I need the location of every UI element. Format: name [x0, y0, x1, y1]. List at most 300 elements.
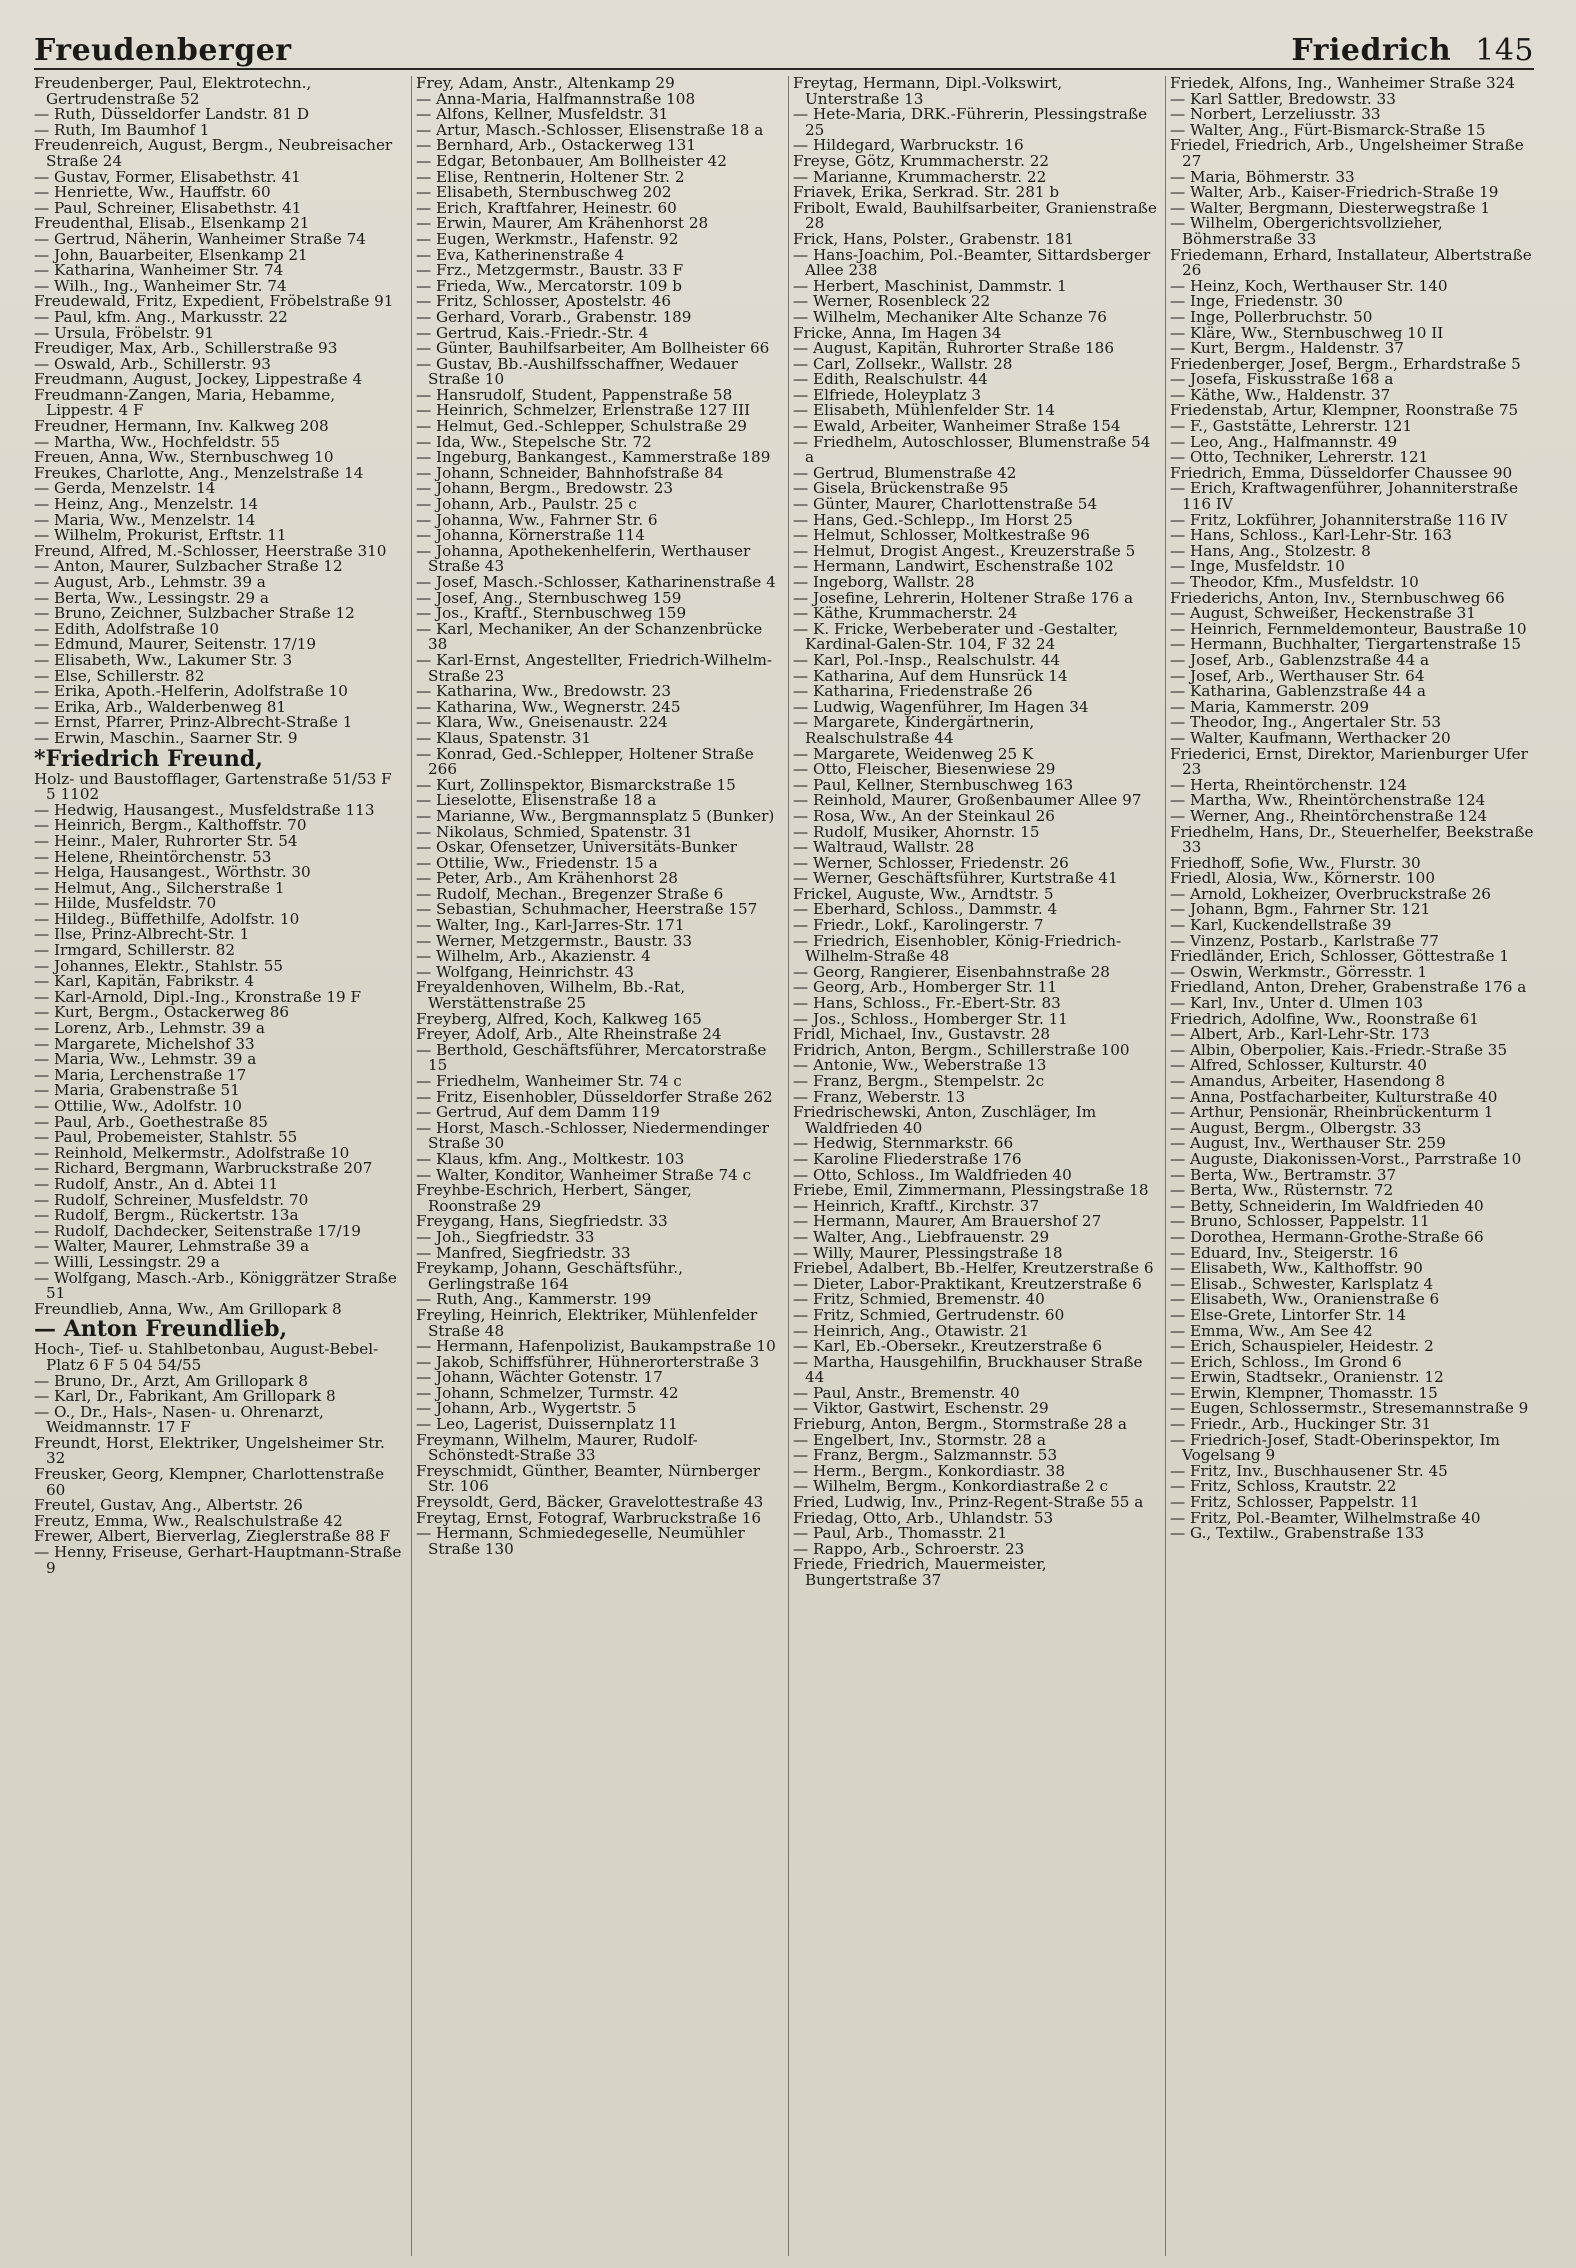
directory-entry: Freytag, Hermann, Dipl.-Volkswirt, Unterstraße 13 [793, 76, 1063, 108]
directory-entry: — Ilse, Prinz-Albrecht-Str. 1 [34, 925, 250, 944]
directory-entry: — Hans, Schloss., Fr.-Ebert-Str. 83 [793, 994, 1061, 1013]
directory-entry: — Josef, Ang., Sternbuschweg 159 [416, 588, 682, 607]
directory-entry: — Anton, Maurer, Sulzbacher Straße 12 [34, 557, 343, 576]
directory-entry: — Willi, Lessingstr. 29 a [34, 1252, 220, 1271]
directory-entry: — Alfons, Kellner, Musfeldstr. 31 [416, 105, 669, 124]
directory-entry: Friedel, Friedrich, Arb., Ungelsheimer Straße 27 [1170, 136, 1524, 170]
directory-entry: — Hermann, Schmiedegeselle, Neumühler Straße 130 [416, 1524, 745, 1558]
directory-entry: — Walter, Bergmann, Diesterwegstraße 1 [1170, 198, 1491, 217]
directory-entry: — Hermann, Buchhalter, Tiergartenstraße 15 [1170, 635, 1522, 654]
directory-entry: — Johanna, Apothekenhelferin, Werthauser Straße 43 [416, 541, 751, 576]
directory-entry: — Bruno, Zeichner, Sulzbacher Straße 12 [34, 604, 355, 623]
directory-entry: — Johanna, Ww., Fahrner Str. 6 [416, 510, 658, 529]
directory-entry: Freuen, Anna, Ww., Sternbuschweg 10 [34, 448, 334, 467]
directory-entry: — Karl, Kapitän, Fabrikstr. 4 [34, 972, 255, 991]
directory-entry: Friedland, Anton, Dreher, Grabenstraße 176 a [1170, 978, 1527, 997]
directory-entry: — Elisabeth, Mühlenfelder Str. 14 [793, 401, 1055, 420]
directory-entry: — Amandus, Arbeiter, Hasendong 8 [1170, 1072, 1446, 1090]
directory-entry: — Werner, Ang., Rheintörchenstraße 124 [1170, 806, 1488, 825]
directory-entry: — Kurt, Bergm., Ostackerweg 86 [34, 1003, 290, 1022]
directory-entry: — Karl Sattler, Bredowstr. 33 [1170, 89, 1396, 108]
directory-entry: — Horst, Masch.-Schlosser, Niedermendinger Straße 30 [416, 1118, 769, 1153]
directory-entry: — Klaus, Spatenstr. 31 [416, 728, 592, 747]
directory-entry: Freundt, Horst, Elektriker, Ungelsheimer Str. 32 [34, 1433, 385, 1468]
directory-entry: — Maria, Grabenstraße 51 [34, 1081, 240, 1100]
directory-entry: — Henriette, Ww., Hauffstr. 60 [34, 183, 271, 202]
directory-entry: Freyer, Adolf, Arb., Alte Rheinstraße 24 [416, 1025, 722, 1044]
column-4 [1165, 76, 1534, 2256]
directory-entry: — Theodor, Ing., Angertaler Str. 53 [1170, 713, 1442, 732]
directory-entry: — Erwin, Klempner, Thomasstr. 15 [1170, 1383, 1438, 1402]
directory-entry: — Walter, Maurer, Lehmstraße 39 a [34, 1237, 310, 1256]
directory-entry: — Klara, Ww., Gneisenaustr. 224 [416, 713, 668, 732]
directory-entry: — Else-Grete, Lintorfer Str. 14 [1170, 1305, 1407, 1324]
directory-entry: — Katharina, Ww., Bredowstr. 23 [416, 682, 671, 701]
directory-entry: — Elisabeth, Sternbuschweg 202 [416, 183, 672, 202]
directory-entry: — Karl-Arnold, Dipl.-Ing., Kronstraße 19 F [34, 987, 362, 1006]
directory-entry: — Fritz, Schloss, Krautstr. 22 [1170, 1477, 1397, 1496]
directory-entry: Freutel, Gustav, Ang., Albertstr. 26 [34, 1496, 303, 1515]
directory-entry: — Friedrich, Eisenhobler, König-Friedrich-Wilhelm-Straße 48 [793, 931, 1122, 966]
directory-entry: — Reinhold, Melkermstr., Adolfstraße 10 [34, 1143, 350, 1162]
directory-entry: — Walter, Konditor, Wanheimer Straße 74 c [416, 1165, 752, 1184]
directory-entry: — Erich, Kraftfahrer, Heinestr. 60 [416, 198, 677, 217]
directory-entry: — Hans, Schloss., Karl-Lehr-Str. 163 [1170, 526, 1452, 545]
directory-entry: — Peter, Arb., Am Krähenhorst 28 [416, 869, 678, 888]
directory-entry: Fridrich, Anton, Bergm., Schillerstraße 100 [793, 1040, 1130, 1059]
directory-entry: — Ottilie, Ww., Friedenstr. 15 a [416, 853, 658, 872]
directory-entry: — O., Dr., Hals-, Nasen- u. Ohrenarzt, Weidmannstr. 17 F [34, 1402, 324, 1437]
directory-entry: — Edith, Adolfstraße 10 [34, 619, 220, 638]
directory-entry: Freudiger, Max, Arb., Schillerstraße 93 [34, 339, 338, 358]
directory-entry: — Wilhelm, Arb., Akazienstr. 4 [416, 947, 651, 966]
directory-entry: — Friedhelm, Wanheimer Str. 74 c [416, 1072, 682, 1090]
directory-entry: — Johann, Arb., Paulstr. 25 c [416, 495, 637, 514]
directory-entry: — Käthe, Ww., Haldenstr. 37 [1170, 385, 1391, 404]
directory-entry: — Paul, Schreiner, Elisabethstr. 41 [34, 198, 302, 217]
directory-entry: — Bernhard, Arb., Ostackerweg 131 [416, 136, 696, 155]
directory-entry: — Heinz, Koch, Werthauser Str. 140 [1170, 276, 1448, 295]
directory-entry: — Maria, Ww., Menzelstr. 14 [34, 510, 256, 529]
directory-entry: Frieburg, Anton, Bergm., Stormstraße 28 a [793, 1415, 1127, 1434]
column-2 [411, 76, 785, 2256]
directory-entry: — Georg, Rangierer, Eisenbahnstraße 28 [793, 962, 1110, 981]
directory-entry: — Inge, Musfeldstr. 10 [1170, 557, 1345, 576]
directory-entry: — Eduard, Inv., Steigerstr. 16 [1170, 1243, 1399, 1262]
directory-entry: — Wilhelm, Bergm., Konkordiastraße 2 c [793, 1477, 1109, 1496]
directory-entry: — Leo, Lagerist, Duissernplatz 11 [416, 1415, 678, 1434]
directory-entry: — Hilde, Musfeldstr. 70 [34, 894, 217, 913]
directory-entry: — Walter, Ang., Fürt-Bismarck-Straße 15 [1170, 120, 1486, 139]
directory-entry: — Otto, Techniker, Lehrerstr. 121 [1170, 448, 1429, 467]
directory-entry: — Franz, Bergm., Stempelstr. 2c [793, 1072, 1045, 1090]
directory-entry: — Heinrich, Bergm., Kalthoffstr. 70 [34, 816, 307, 835]
directory-entry: Fribolt, Ewald, Bauhilfsarbeiter, Granienstraße 28 [793, 198, 1157, 233]
directory-entry: — Margarete, Weidenweg 25 K [793, 744, 1034, 763]
directory-entry: — Dorothea, Hermann-Grothe-Straße 66 [1170, 1227, 1484, 1246]
directory-entry: — August, Bergm., Olbergstr. 33 [1170, 1118, 1422, 1137]
directory-entry: — John, Bauarbeiter, Elsenkamp 21 [34, 245, 308, 264]
directory-entry: Friedag, Otto, Arb., Uhlandstr. 53 [793, 1508, 1054, 1527]
directory-entry: — Ruth, Im Baumhof 1 [34, 120, 210, 139]
directory-entry: — Ernst, Pfarrer, Prinz-Albrecht-Straße 1 [34, 713, 353, 732]
directory-entry: — Werner, Schlosser, Friedenstr. 26 [793, 853, 1069, 872]
directory-entry: — Günter, Maurer, Charlottenstraße 54 [793, 495, 1098, 514]
directory-entry: — Arnold, Lokheizer, Overbruckstraße 26 [1170, 884, 1491, 903]
directory-entry: Freudenthal, Elisab., Elsenkamp 21 [34, 214, 310, 233]
directory-entry: — Erika, Arb., Walderbenweg 81 [34, 697, 287, 716]
directory-entry: — Vinzenz, Postarb., Karlstraße 77 [1170, 931, 1439, 950]
directory-entry: — Anton Freundlieb, [34, 1316, 288, 1343]
directory-entry: — Bruno, Schlosser, Pappelstr. 11 [1170, 1212, 1430, 1231]
directory-entry: — K. Fricke, Werbeberater und -Gestalter, Kardinal-Galen-Str. 104, F 32 24 [793, 619, 1119, 654]
directory-entry: — Karl, Inv., Unter d. Ulmen 103 [1170, 994, 1424, 1013]
directory-entry: — Hans, Ang., Stolzestr. 8 [1170, 541, 1371, 560]
directory-entry: — Ruth, Ang., Kammerstr. 199 [416, 1290, 652, 1309]
directory-entry: — Paul, Probemeister, Stahlstr. 55 [34, 1128, 298, 1147]
directory-entry: — Rudolf, Mechan., Bregenzer Straße 6 [416, 884, 724, 903]
directory-entry: — Heinrich, Fernmeldemonteur, Baustraße 10 [1170, 619, 1527, 638]
directory-entry: — Helga, Hausangest., Wörthstr. 30 [34, 863, 311, 882]
directory-entry: Fridl, Michael, Inv., Gustavstr. 28 [793, 1025, 1051, 1044]
directory-entry: — Ottilie, Ww., Adolfstr. 10 [34, 1097, 242, 1115]
directory-entry: — Georg, Arb., Homberger Str. 11 [793, 978, 1057, 997]
directory-entry: — Maria, Kammerstr. 209 [1170, 697, 1370, 716]
directory-entry: — Fritz, Inv., Buschhausener Str. 45 [1170, 1461, 1448, 1480]
directory-entry: — Johannes, Elektr., Stahlstr. 55 [34, 956, 284, 975]
directory-entry: Friedenstab, Artur, Klempner, Roonstraße 75 [1170, 401, 1519, 420]
directory-entry: — Arthur, Pensionär, Rheinbrückenturm 1 [1170, 1103, 1494, 1122]
directory-entry: — Willy, Maurer, Plessingstraße 18 [793, 1243, 1063, 1262]
directory-entry: — Reinhold, Maurer, Großenbaumer Allee 97 [793, 791, 1142, 810]
directory-entry: — Karl, Mechaniker, An der Schanzenbrücke 38 [416, 619, 763, 654]
directory-entry: — Maria, Lerchenstraße 17 [34, 1065, 247, 1084]
directory-entry: Freusker, Georg, Klempner, Charlottenstraße 60 [34, 1465, 385, 1499]
directory-entry: — Wolfgang, Masch.-Arb., Königgrätzer Straße 51 [34, 1268, 397, 1303]
directory-entry: — Fritz, Lokführer, Johanniterstraße 116 IV [1170, 510, 1508, 529]
directory-entry: — Marianne, Krummacherstr. 22 [793, 167, 1047, 186]
directory-entry: Friebe, Emil, Zimmermann, Plessingstraße 18 [793, 1181, 1149, 1200]
directory-entry: — Hermann, Hafenpolizist, Baukampstraße 10 [416, 1337, 776, 1356]
directory-entry: Frey, Adam, Anstr., Altenkamp 29 [416, 76, 675, 92]
directory-entry: — Elise, Rentnerin, Holtener Str. 2 [416, 167, 685, 186]
directory-entry: Friederici, Ernst, Direktor, Marienburger Ufer 23 [1170, 744, 1528, 779]
directory-entry: — Auguste, Diakonissen-Vorst., Parrstraße 10 [1170, 1149, 1522, 1168]
directory-entry: — Heinrich, Ang., Otawistr. 21 [793, 1321, 1029, 1340]
directory-entry: Freyse, Götz, Krummacherstr. 22 [793, 151, 1050, 170]
directory-entry: — Walter, Ing., Karl-Jarres-Str. 171 [416, 916, 685, 935]
directory-entry: — Margarete, Michelshof 33 [34, 1034, 255, 1053]
directory-entry: — Inge, Pollerbruchstr. 50 [1170, 307, 1373, 326]
directory-entry: — Erwin, Stadtsekr., Oranienstr. 12 [1170, 1368, 1444, 1387]
directory-entry: — Eugen, Schlossermstr., Stresemannstraße 9 [1170, 1399, 1529, 1418]
directory-entry: — Karl, Kuckendellstraße 39 [1170, 916, 1392, 935]
directory-entry: Friedrischewski, Anton, Zuschläger, Im Waldfrieden 40 [793, 1103, 1097, 1137]
directory-entry: — Karl, Dr., Fabrikant, Am Grillopark 8 [34, 1387, 336, 1406]
directory-entry: Freysoldt, Gerd, Bäcker, Gravelottestraße 43 [416, 1493, 764, 1512]
directory-entry: — Hete-Maria, DRK.-Führerin, Plessingstraße 25 [793, 105, 1148, 139]
directory-entry: — Jos., Kraftf., Sternbuschweg 159 [416, 604, 687, 623]
directory-entry: — Katharina, Ww., Wegnerstr. 245 [416, 697, 681, 716]
directory-entry: — Gertrud, Auf dem Damm 119 [416, 1103, 660, 1122]
directory-entry: — Katharina, Gablenzstraße 44 a [1170, 682, 1426, 701]
header-right [1291, 33, 1534, 68]
directory-entry: — Marianne, Ww., Bergmannsplatz 5 (Bunker) [416, 806, 775, 825]
directory-entry: — Gustav, Bb.-Aushilfsschaffner, Wedauer Straße 10 [416, 354, 738, 389]
directory-entry: — Konrad, Ged.-Schlepper, Holtener Straße 266 [416, 744, 754, 779]
directory-entry: — Rudolf, Dachdecker, Seitenstraße 17/19 [34, 1221, 361, 1240]
directory-entry: — Walter, Kaufmann, Werthacker 20 [1170, 728, 1451, 747]
directory-entry: — Wilhelm, Mechaniker Alte Schanze 76 [793, 307, 1107, 326]
directory-entry: Friedemann, Erhard, Installateur, Albertstraße 26 [1170, 245, 1532, 280]
directory-entry: — Johann, Schneider, Bahnhofstraße 84 [416, 463, 724, 482]
directory-entry: — Oswin, Werkmstr., Görresstr. 1 [1170, 962, 1428, 981]
directory-entry: — Martha, Ww., Hochfeldstr. 55 [34, 432, 281, 451]
directory-entry: Frick, Hans, Polster., Grabenstr. 181 [793, 229, 1075, 248]
directory-columns [34, 76, 1534, 2256]
directory-entry: — Albin, Oberpolier, Kais.-Friedr.-Straße 35 [1170, 1040, 1508, 1059]
directory-entry: — Hildegard, Warbruckstr. 16 [793, 136, 1024, 155]
directory-entry: Friede, Friedrich, Mauermeister, Bungertstraße 37 [793, 1555, 1047, 1589]
column-3 [788, 76, 1162, 2256]
directory-entry: Friedhoff, Sofie, Ww., Flurstr. 30 [1170, 853, 1421, 872]
directory-entry: — Ludwig, Wagenführer, Im Hagen 34 [793, 697, 1089, 716]
directory-entry: Freudewald, Fritz, Expedient, Fröbelstraße 91 [34, 292, 394, 311]
directory-entry: — Hedwig, Sternmarkstr. 66 [793, 1134, 1014, 1153]
directory-entry: Freudmann, August, Jockey, Lippestraße 4 [34, 370, 363, 389]
directory-entry: — Engelbert, Inv., Stormstr. 28 a [793, 1430, 1046, 1449]
directory-entry: — Paul, kfm. Ang., Markusstr. 22 [34, 307, 288, 326]
directory-entry: — Fritz, Schmied, Bremenstr. 40 [793, 1290, 1045, 1309]
directory-entry: — Hans-Joachim, Pol.-Beamter, Sittardsberger Allee 238 [793, 245, 1151, 280]
directory-entry: — Eberhard, Schloss., Dammstr. 4 [793, 900, 1058, 919]
page-header [34, 28, 1534, 70]
directory-entry: — Erwin, Maurer, Am Krähenhorst 28 [416, 214, 709, 233]
directory-entry: — Werner, Rosenbleck 22 [793, 292, 991, 311]
directory-entry: — Otto, Fleischer, Biesenwiese 29 [793, 760, 1056, 779]
directory-entry: Freytag, Ernst, Fotograf, Warbruckstraße 16 [416, 1508, 762, 1527]
directory-entry: Frewer, Albert, Bierverlag, Zieglerstraße 88 F [34, 1527, 391, 1546]
directory-entry: — Paul, Kellner, Sternbuschweg 163 [793, 775, 1074, 794]
directory-entry: — Fritz, Schlosser, Pappelstr. 11 [1170, 1493, 1420, 1512]
directory-entry: — Ewald, Arbeiter, Wanheimer Straße 154 [793, 417, 1121, 436]
header-right-keyword: Friedrich [1291, 33, 1452, 68]
directory-entry: Freyling, Heinrich, Elektriker, Mühlenfelder Straße 48 [416, 1305, 758, 1340]
directory-entry: — Lieselotte, Elisenstraße 18 a [416, 791, 657, 810]
directory-entry: — Fritz, Schmied, Gertrudenstr. 60 [793, 1305, 1065, 1324]
directory-entry: — Helmut, Drogist Angest., Kreuzerstraße 5 [793, 541, 1136, 560]
directory-entry: — Betty, Schneiderin, Im Waldfrieden 40 [1170, 1196, 1484, 1215]
directory-entry: — Werner, Metzgermstr., Baustr. 33 [416, 931, 693, 950]
directory-entry: — Friedhelm, Autoschlosser, Blumenstraße 54 a [793, 432, 1151, 467]
directory-entry: — Heinr., Maler, Ruhrorter Str. 54 [34, 831, 298, 850]
directory-entry: — Walter, Arb., Kaiser-Friedrich-Straße 19 [1170, 183, 1499, 202]
directory-entry: — Franz, Bergm., Salzmannstr. 53 [793, 1446, 1058, 1465]
directory-entry: — Inge, Friedenstr. 30 [1170, 292, 1343, 311]
directory-entry: — Maria, Böhmerstr. 33 [1170, 167, 1355, 186]
directory-entry: — Emma, Ww., Am See 42 [1170, 1321, 1373, 1340]
directory-entry: — Käthe, Krummacherstr. 24 [793, 604, 1018, 623]
directory-entry: — Wilhelm, Obergerichtsvollzieher, Böhmerstraße 33 [1170, 214, 1443, 248]
directory-entry: — Erich, Schauspieler, Heidestr. 2 [1170, 1337, 1434, 1356]
directory-entry: Friedenberger, Josef, Bergm., Erhardstraße 5 [1170, 354, 1521, 373]
directory-entry: — Paul, Arb., Goethestraße 85 [34, 1112, 268, 1131]
directory-entry: — Jakob, Schiffsführer, Hühnerorterstraße 3 [416, 1352, 760, 1371]
directory-entry: — Elisab., Schwester, Karlsplatz 4 [1170, 1274, 1434, 1293]
directory-entry: Freyaldenhoven, Wilhelm, Bb.-Rat, Werstättenstraße 25 [416, 978, 686, 1013]
directory-entry: Freyschmidt, Günther, Beamter, Nürnberger Str. 106 [416, 1461, 760, 1496]
directory-entry: — Herta, Rheintörchenstr. 124 [1170, 775, 1407, 794]
directory-entry: Freutz, Emma, Ww., Realschulstraße 42 [34, 1511, 343, 1530]
directory-entry: Freymann, Wilhelm, Maurer, Rudolf-Schönstedt-Straße 33 [416, 1430, 698, 1465]
directory-entry: — Werner, Geschäftsführer, Kurtstraße 41 [793, 869, 1118, 888]
directory-entry: — Hermann, Maurer, Am Brauershof 27 [793, 1212, 1102, 1231]
directory-entry: — Kurt, Bergm., Haldenstr. 37 [1170, 339, 1404, 358]
directory-entry: — Anna, Postfacharbeiter, Kulturstraße 40 [1170, 1087, 1498, 1106]
directory-entry: — Elisabeth, Ww., Kalthoffstr. 90 [1170, 1259, 1423, 1278]
directory-entry: — Kläre, Ww., Sternbuschweg 10 II [1170, 323, 1444, 342]
directory-entry: — Carl, Zollsekr., Wallstr. 28 [793, 354, 1013, 373]
directory-entry: — Albert, Arb., Karl-Lehr-Str. 173 [1170, 1025, 1430, 1044]
directory-entry: — Irmgard, Schillerstr. 82 [34, 941, 236, 960]
directory-entry: — Günter, Bauhilfsarbeiter, Am Bollheister 66 [416, 339, 770, 358]
directory-entry: — Paul, Arb., Thomasstr. 21 [793, 1524, 1008, 1543]
directory-entry: — Rudolf, Schreiner, Musfeldstr. 70 [34, 1190, 309, 1209]
directory-entry: — Wilh., Ing., Wanheimer Str. 74 [34, 276, 287, 295]
directory-entry: — Katharina, Friedenstraße 26 [793, 682, 1033, 701]
directory-entry: — August, Kapitän, Ruhrorter Straße 186 [793, 339, 1115, 358]
directory-entry: — August, Arb., Lehmstr. 39 a [34, 573, 266, 591]
directory-entry: — Hildeg., Büffethilfe, Adolfstr. 10 [34, 909, 300, 928]
directory-entry: — Kurt, Zollinspektor, Bismarckstraße 15 [416, 775, 736, 794]
directory-entry: — Bruno, Dr., Arzt, Am Grillopark 8 [34, 1371, 309, 1390]
directory-entry: — Edmund, Maurer, Seitenstr. 17/19 [34, 635, 317, 654]
directory-entry: — Johann, Bergm., Bredowstr. 23 [416, 479, 674, 498]
directory-entry: — Martha, Hausgehilfin, Bruckhauser Straße 44 [793, 1352, 1143, 1387]
directory-entry: — Heinrich, Kraftf., Kirchstr. 37 [793, 1196, 1040, 1215]
directory-entry: — Erich, Kraftwagenführer, Johanniterstraße 116 IV [1170, 479, 1518, 514]
directory-entry: Freudner, Hermann, Inv. Kalkweg 208 [34, 417, 329, 436]
directory-entry: Freyberg, Alfred, Koch, Kalkweg 165 [416, 1009, 702, 1028]
directory-entry: — Katharina, Auf dem Hunsrück 14 [793, 666, 1068, 685]
directory-entry: — Jos., Schloss., Homberger Str. 11 [793, 1009, 1068, 1028]
directory-entry: — Heinrich, Schmelzer, Erlenstraße 127 III [416, 401, 751, 420]
directory-entry: — Berta, Ww., Lessingstr. 29 a [34, 588, 269, 607]
directory-entry: — Fritz, Eisenhobler, Düsseldorfer Straße 262 [416, 1087, 773, 1106]
directory-entry: — Josefine, Lehrerin, Holtener Straße 176 a [793, 588, 1134, 607]
directory-entry: — Franz, Weberstr. 13 [793, 1087, 966, 1106]
directory-entry: — Gerhard, Vorarb., Grabenstr. 189 [416, 307, 692, 326]
directory-entry: — Herm., Bergm., Konkordiastr. 38 [793, 1461, 1065, 1480]
directory-entry: — Wilhelm, Prokurist, Erftstr. 11 [34, 526, 287, 545]
directory-entry: Freundlieb, Anna, Ww., Am Grillopark 8 [34, 1299, 342, 1318]
directory-entry: — Rappo, Arb., Schroerstr. 23 [793, 1539, 1025, 1558]
directory-entry: — Rudolf, Bergm., Rückertstr. 13a [34, 1206, 299, 1225]
directory-entry: — Elisabeth, Ww., Oranienstraße 6 [1170, 1290, 1440, 1309]
directory-entry: — Richard, Bergmann, Warbruckstraße 207 [34, 1159, 373, 1178]
directory-entry: — Karoline Fliederstraße 176 [793, 1149, 1022, 1168]
directory-entry: — Gertrud, Kais.-Friedr.-Str. 4 [416, 323, 649, 342]
directory-entry: — Johann, Wächter Gotenstr. 17 [416, 1368, 663, 1387]
directory-entry: Fricke, Anna, Im Hagen 34 [793, 323, 1002, 342]
directory-entry: — Dieter, Labor-Praktikant, Kreutzerstraße 6 [793, 1274, 1142, 1293]
directory-entry: — Berta, Ww., Bertramstr. 37 [1170, 1165, 1397, 1184]
directory-entry: — Josef, Masch.-Schlosser, Katharinenstraße 4 [416, 573, 776, 591]
directory-entry: — Oskar, Ofensetzer, Universitäts-Bunker [416, 838, 738, 857]
directory-entry: — Nikolaus, Schmied, Spatenstr. 31 [416, 822, 693, 841]
directory-entry: — Hedwig, Hausangest., Musfeldstraße 113 [34, 800, 375, 819]
directory-entry: Freudenreich, August, Bergm., Neubreisacher Straße 24 [34, 136, 393, 170]
directory-entry: — Rudolf, Musiker, Ahornstr. 15 [793, 822, 1040, 841]
directory-entry: — Ursula, Fröbelstr. 91 [34, 323, 215, 342]
directory-entry: — Oswald, Arb., Schillerstr. 93 [34, 354, 271, 373]
directory-entry: — Gertrud, Näherin, Wanheimer Straße 74 [34, 229, 366, 248]
directory-entry: — August, Inv., Werthauser Str. 259 [1170, 1134, 1446, 1153]
directory-entry: — Helmut, Schlosser, Moltkestraße 96 [793, 526, 1090, 545]
directory-entry: Friedl, Alosia, Ww., Körnerstr. 100 [1170, 869, 1435, 888]
directory-entry: — Helene, Rheintörchenstr. 53 [34, 847, 272, 866]
directory-entry: Freyhbe-Eschrich, Herbert, Sänger, Roonstraße 29 [416, 1181, 692, 1215]
directory-entry: — Hans, Ged.-Schlepp., Im Horst 25 [793, 510, 1073, 529]
directory-entry: — Waltraud, Wallstr. 28 [793, 838, 975, 857]
directory-entry: Friedrich, Adolfine, Ww., Roonstraße 61 [1170, 1009, 1479, 1028]
directory-entry: — Norbert, Lerzeliusstr. 33 [1170, 105, 1381, 124]
directory-entry: — Berthold, Geschäftsführer, Mercatorstraße 15 [416, 1040, 767, 1075]
directory-entry: — Sebastian, Schuhmacher, Heerstraße 157 [416, 900, 758, 919]
directory-entry: — Gertrud, Blumenstraße 42 [793, 463, 1017, 482]
directory-entry: — F., Gaststätte, Lehrerstr. 121 [1170, 417, 1413, 436]
directory-entry: Frickel, Auguste, Ww., Arndtstr. 5 [793, 884, 1054, 903]
directory-entry: — Karl, Pol.-Insp., Realschulstr. 44 [793, 650, 1061, 669]
directory-entry: — Wolfgang, Heinrichstr. 43 [416, 962, 634, 981]
directory-entry: — Lorenz, Arb., Lehmstr. 39 a [34, 1019, 265, 1038]
directory-entry: — Josefa, Fiskusstraße 168 a [1170, 370, 1394, 389]
directory-entry: — Ingeburg, Bankangest., Kammerstraße 189 [416, 448, 771, 467]
directory-entry: — Rosa, Ww., An der Steinkaul 26 [793, 806, 1055, 825]
header-left-keyword: Freudenberger [34, 33, 292, 68]
directory-entry: — Eugen, Werkmstr., Hafenstr. 92 [416, 229, 679, 248]
directory-entry: — Gerda, Menzelstr. 14 [34, 479, 216, 498]
directory-entry: Freudmann-Zangen, Maria, Hebamme, Lippestr. 4 F [34, 385, 336, 420]
directory-entry: — Elisabeth, Ww., Lakumer Str. 3 [34, 650, 293, 669]
directory-entry: — Karl-Ernst, Angestellter, Friedrich-Wilhelm-Straße 23 [416, 650, 773, 685]
directory-entry: — Ingeborg, Wallstr. 28 [793, 573, 975, 591]
directory-entry: — Frieda, Ww., Mercatorstr. 109 b [416, 276, 682, 295]
directory-entry: — Johann, Arb., Wygertstr. 5 [416, 1399, 637, 1418]
directory-entry: — Rudolf, Anstr., An d. Abtei 11 [34, 1174, 279, 1193]
directory-entry: — Manfred, Siegfriedstr. 33 [416, 1243, 631, 1262]
directory-entry: — Berta, Ww., Rüsternstr. 72 [1170, 1181, 1394, 1200]
page-number: 145 [1475, 33, 1534, 68]
directory-entry: — Heinz, Ang., Menzelstr. 14 [34, 495, 259, 514]
directory-entry: — Erich, Schloss., Im Grond 6 [1170, 1352, 1402, 1371]
directory-entry: Friavek, Erika, Serkrad. Str. 281 b [793, 183, 1060, 202]
directory-entry: — Fritz, Schlosser, Apostelstr. 46 [416, 292, 671, 311]
directory-entry: — Friedr., Arb., Huckinger Str. 31 [1170, 1415, 1432, 1434]
directory-entry: — Helmut, Ang., Silcherstraße 1 [34, 878, 285, 897]
directory-entry: — Johann, Schmelzer, Turmstr. 42 [416, 1383, 679, 1402]
directory-entry: — Gisela, Brückenstraße 95 [793, 479, 1009, 498]
directory-entry: — Ruth, Düsseldorfer Landstr. 81 D [34, 105, 310, 124]
directory-entry: — Leo, Ang., Halfmannstr. 49 [1170, 432, 1398, 451]
directory-entry: — G., Textilw., Grabenstraße 133 [1170, 1524, 1425, 1543]
directory-entry: — Helmut, Ged.-Schlepper, Schulstraße 29 [416, 417, 747, 436]
directory-entry: — Henny, Friseuse, Gerhart-Hauptmann-Straße 9 [34, 1543, 402, 1577]
directory-entry: — Otto, Schloss., Im Waldfrieden 40 [793, 1165, 1072, 1184]
directory-entry: Holz- und Baustofflager, Gartenstraße 51/53 F 5 1102 [34, 769, 392, 804]
directory-entry: — Eva, Katherinenstraße 4 [416, 245, 625, 264]
directory-entry: — Gustav, Former, Elisabethstr. 41 [34, 167, 301, 186]
